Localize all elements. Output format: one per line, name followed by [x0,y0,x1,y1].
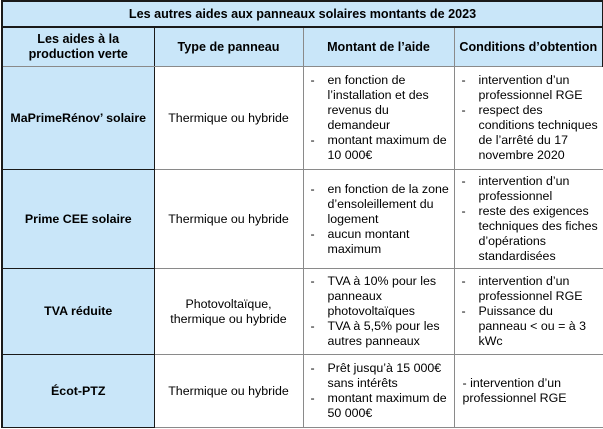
condition-item: - intervention d’un professionnel RGE [459,73,599,103]
header-conditions: Conditions d’obtention [454,27,603,67]
conditions-cell [454,269,603,355]
condition-item: - intervention d’un professionnel [459,174,599,204]
amount-cell [303,269,454,355]
amount-cell [303,67,454,170]
header-aid: Les aides à la production verte [2,27,154,67]
amount-cell [303,355,454,428]
panel-type: Thermique ou hybride [154,355,303,428]
condition-item: - reste des exigences techniques des fiches d’opérations standardisées [459,204,599,264]
amount-item: - Prêt jusqu’à 15 000€ sans intérêts [308,361,450,391]
panel-type: Photovoltaïque, thermique ou hybride [154,269,303,355]
conditions-cell [454,170,603,269]
condition-item: - respect des conditions techniques de l’arrêté du 17 novembre 2020 [459,103,599,163]
aid-name: Écot-PTZ [2,355,154,428]
panel-type: Thermique ou hybride [154,67,303,170]
table-row [2,269,603,355]
header-panel-type: Type de panneau [154,27,303,67]
table-row [2,67,603,170]
panel-type: Thermique ou hybride [154,170,303,269]
condition-item: - Puissance du panneau < ou = à 3 kWc [459,304,599,349]
header-amount: Montant de l’aide [303,27,454,67]
conditions-cell [454,67,603,170]
amount-item: - aucun montant maximum [308,227,450,257]
table-row [2,170,603,269]
amount-item: - TVA à 5,5% pour les autres panneaux [308,319,450,349]
amount-cell [303,170,454,269]
title-row [2,1,603,27]
amount-item: - montant maximum de 10 000€ [308,133,450,163]
table-title: Les autres aides aux panneaux solaires montants de 2023 [2,1,603,27]
amount-item: - montant maximum de 50 000€ [308,391,450,421]
aid-name: Prime CEE solaire [2,170,154,269]
amount-item: - en fonction de l’installation et des revenus du demandeur [308,73,450,133]
conditions-cell [454,355,603,428]
amount-item: - en fonction de la zone d’ensoleillement du logement [308,182,450,227]
solar-aid-table [1,0,603,428]
aid-name: MaPrimeRénov’ solaire [2,67,154,170]
header-row [2,27,603,67]
table-row [2,355,603,428]
aid-name: TVA réduite [2,269,154,355]
amount-item: - TVA à 10% pour les panneaux photovoltaïques [308,274,450,319]
condition-text: - intervention d’un professionnel RGE [462,376,567,405]
condition-item: - intervention d’un professionnel RGE [459,274,599,304]
